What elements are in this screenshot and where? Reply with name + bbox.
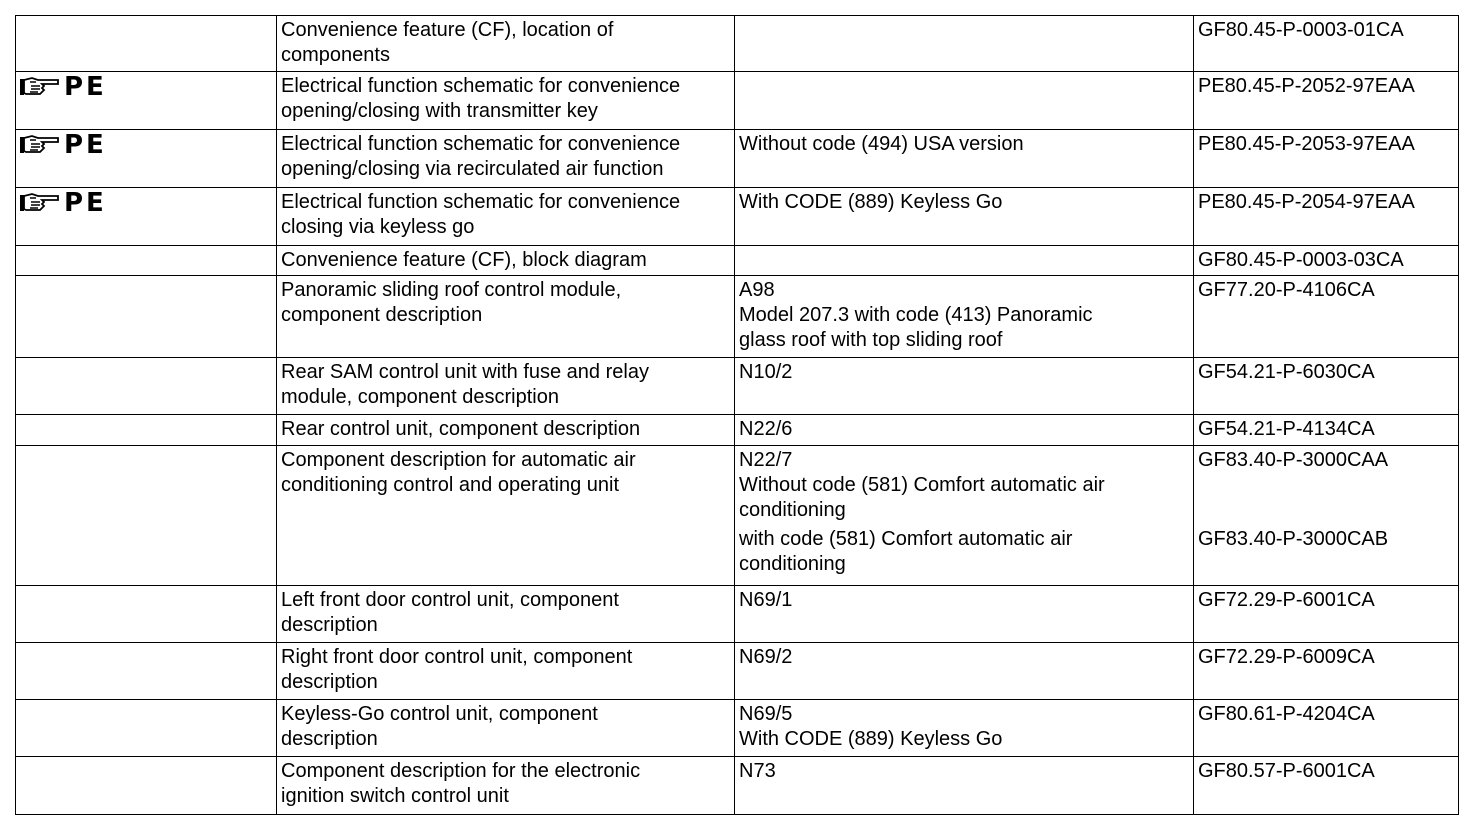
table-row — [16, 358, 1459, 415]
cell-text-line: components — [281, 44, 390, 66]
document-link[interactable]: PE80.45-P-2054-97EAA — [1198, 191, 1415, 213]
cell-text-line: A98 — [739, 279, 775, 301]
icon-cell — [16, 415, 277, 446]
document-number-cell — [1194, 415, 1459, 446]
condition-cell — [735, 643, 1194, 700]
table-row — [16, 415, 1459, 446]
document-number-cell — [1194, 700, 1459, 757]
cell-text-line: conditioning — [739, 553, 846, 575]
icon-cell — [16, 188, 277, 246]
cell-text-line: N22/6 — [739, 418, 793, 440]
cell-text-line: Left front door control unit, component — [281, 589, 619, 611]
document-number-cell — [1194, 643, 1459, 700]
title-cell — [277, 757, 735, 815]
pe-label: PE — [64, 130, 107, 160]
title-cell — [277, 72, 735, 130]
icon-cell — [16, 130, 277, 188]
cell-text-line: N69/1 — [739, 589, 793, 611]
document-link[interactable]: GF80.57-P-6001CA — [1198, 760, 1375, 782]
title-cell — [277, 446, 735, 586]
icon-cell — [16, 643, 277, 700]
condition-cell — [735, 16, 1194, 72]
icon-cell — [16, 757, 277, 815]
document-link[interactable]: GF54.21-P-4134CA — [1198, 418, 1375, 440]
reference-table — [15, 15, 1459, 815]
cell-text-line: opening/closing via recirculated air function — [281, 158, 664, 180]
pe-label: PE — [64, 72, 107, 102]
document-number-cell — [1194, 72, 1459, 130]
icon-cell — [16, 700, 277, 757]
condition-cell — [735, 757, 1194, 815]
cell-text-line: conditioning control and operating unit — [281, 474, 620, 496]
condition-cell — [735, 446, 1194, 586]
cell-text-line: glass roof with top sliding roof — [739, 329, 1003, 351]
cell-text-line: With CODE (889) Keyless Go — [739, 191, 1003, 213]
document-number-cell — [1194, 246, 1459, 276]
cell-text-line: description — [281, 614, 378, 636]
title-cell — [277, 586, 735, 643]
document-link[interactable]: PE80.45-P-2052-97EAA — [1198, 75, 1415, 97]
cell-text-line: Electrical function schematic for convenience — [281, 133, 681, 155]
condition-cell — [735, 276, 1194, 358]
cell-text-line: Electrical function schematic for convenience — [281, 191, 681, 213]
cell-text-line: Panoramic sliding roof control module, — [281, 279, 622, 301]
title-cell — [277, 700, 735, 757]
table-row — [16, 757, 1459, 815]
title-cell — [277, 358, 735, 415]
cell-text-line: N73 — [739, 760, 776, 782]
pointing-hand-icon — [18, 132, 60, 158]
condition-cell — [735, 130, 1194, 188]
condition-cell — [735, 700, 1194, 757]
title-cell — [277, 276, 735, 358]
document-link[interactable]: GF80.61-P-4204CA — [1198, 703, 1375, 725]
condition-cell — [735, 586, 1194, 643]
icon-cell — [16, 72, 277, 130]
pe-label: PE — [64, 188, 107, 218]
table-row — [16, 643, 1459, 700]
table-row — [16, 72, 1459, 130]
document-number-cell — [1194, 757, 1459, 815]
icon-cell — [16, 586, 277, 643]
cell-text-line: Convenience feature (CF), location of — [281, 19, 614, 41]
table-row — [16, 276, 1459, 358]
table-row — [16, 16, 1459, 72]
icon-cell — [16, 16, 277, 72]
table-row — [16, 586, 1459, 643]
table-row — [16, 446, 1459, 586]
cell-text-line: Rear control unit, component description — [281, 418, 641, 440]
cell-text-line: component description — [281, 304, 483, 326]
condition-cell — [735, 358, 1194, 415]
document-link[interactable]: GF77.20-P-4106CA — [1198, 279, 1375, 301]
document-link[interactable]: GF80.45-P-0003-01CA — [1198, 19, 1404, 41]
cell-text-line: description — [281, 728, 378, 750]
table-row — [16, 130, 1459, 188]
cell-text-line: Rear SAM control unit with fuse and relay — [281, 361, 649, 383]
cell-text-line: Without code (494) USA version — [739, 133, 1024, 155]
document-link[interactable]: PE80.45-P-2053-97EAA — [1198, 133, 1415, 155]
spacer — [1198, 473, 1454, 527]
title-cell — [277, 643, 735, 700]
document-link[interactable]: GF80.45-P-0003-03CA — [1198, 249, 1404, 271]
icon-cell — [16, 276, 277, 358]
cell-text-line: Model 207.3 with code (413) Panoramic — [739, 304, 1093, 326]
cell-text-line: Component description for the electronic — [281, 760, 641, 782]
pointing-hand-icon — [18, 190, 60, 216]
condition-cell — [735, 246, 1194, 276]
pe-link-icon[interactable] — [18, 189, 107, 217]
document-number-cell — [1194, 446, 1459, 586]
cell-text-line: with code (581) Comfort automatic air — [739, 528, 1073, 550]
document-number-cell — [1194, 276, 1459, 358]
cell-text-line: With CODE (889) Keyless Go — [739, 728, 1003, 750]
pe-link-icon[interactable] — [18, 131, 107, 159]
document-link[interactable]: GF72.29-P-6001CA — [1198, 589, 1375, 611]
document-number-cell — [1194, 188, 1459, 246]
cell-text-line: Without code (581) Comfort automatic air — [739, 474, 1105, 496]
title-cell — [277, 16, 735, 72]
condition-cell — [735, 415, 1194, 446]
cell-text-line: Keyless-Go control unit, component — [281, 703, 598, 725]
table-row — [16, 188, 1459, 246]
table-row — [16, 700, 1459, 757]
icon-cell — [16, 246, 277, 276]
title-cell — [277, 246, 735, 276]
table-body — [16, 16, 1459, 815]
document-number-cell — [1194, 130, 1459, 188]
cell-text-line: module, component description — [281, 386, 559, 408]
document-link[interactable]: GF72.29-P-6009CA — [1198, 646, 1375, 668]
cell-text-line: N10/2 — [739, 361, 793, 383]
cell-text-line: Electrical function schematic for convenience — [281, 75, 681, 97]
document-number-cell — [1194, 358, 1459, 415]
cell-text-line: description — [281, 671, 378, 693]
document-number-cell — [1194, 16, 1459, 72]
pe-link-icon[interactable] — [18, 73, 107, 101]
condition-sub-block — [739, 527, 1189, 577]
cell-text-line: conditioning — [739, 499, 846, 521]
condition-cell — [735, 72, 1194, 130]
condition-cell — [735, 188, 1194, 246]
cell-text-line: ignition switch control unit — [281, 785, 509, 807]
cell-text-line: N69/2 — [739, 646, 793, 668]
cell-text-line: Component description for automatic air — [281, 449, 636, 471]
table-row — [16, 246, 1459, 276]
title-cell — [277, 130, 735, 188]
cell-text-line: Right front door control unit, component — [281, 646, 633, 668]
document-link[interactable]: GF83.40-P-3000CAA — [1198, 449, 1389, 471]
title-cell — [277, 188, 735, 246]
icon-cell — [16, 446, 277, 586]
title-cell — [277, 415, 735, 446]
document-number-cell — [1194, 586, 1459, 643]
cell-text-line: N69/5 — [739, 703, 793, 725]
cell-text-line: closing via keyless go — [281, 216, 475, 238]
cell-text-line: opening/closing with transmitter key — [281, 100, 598, 122]
document-link[interactable]: GF54.21-P-6030CA — [1198, 361, 1375, 383]
document-link[interactable]: GF83.40-P-3000CAB — [1198, 528, 1389, 550]
pointing-hand-icon — [18, 74, 60, 100]
cell-text-line: N22/7 — [739, 449, 793, 471]
cell-text-line: Convenience feature (CF), block diagram — [281, 249, 647, 271]
icon-cell — [16, 358, 277, 415]
